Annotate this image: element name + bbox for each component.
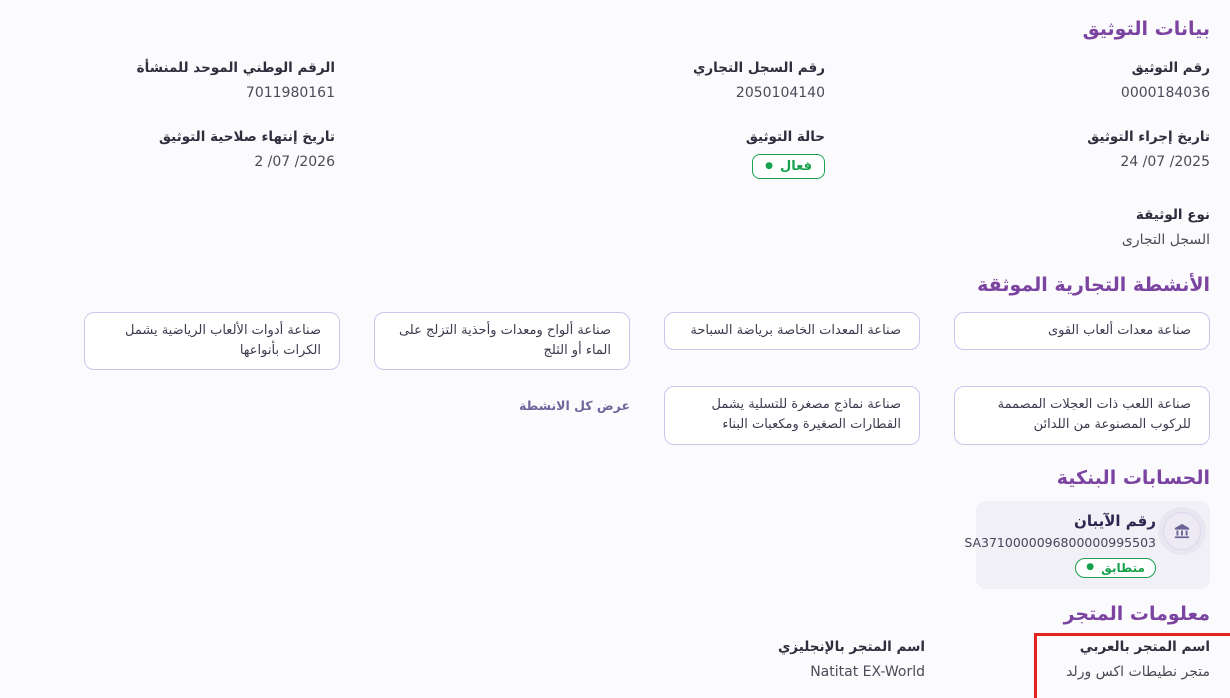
activities-section-title: الأنشطة التجارية الموثقة bbox=[977, 274, 1210, 296]
iban-details bbox=[964, 512, 1156, 578]
iban-label: رقم الآيبان bbox=[1074, 511, 1156, 530]
view-all-activities-link[interactable]: عرض كل الانشطة bbox=[518, 398, 630, 414]
activity-chip: صناعة المعدات الخاصة برياضة السباحة bbox=[664, 312, 920, 350]
iban-card bbox=[964, 501, 1210, 589]
store-fields-grid bbox=[0, 639, 1230, 680]
field-value: 2 /07 /2026 bbox=[254, 154, 335, 170]
field-label: نوع الوثيقة bbox=[1135, 207, 1210, 223]
activity-chip: صناعة اللعب ذات العجلات المصممة للركوب المصنوعة من اللدائن bbox=[954, 386, 1210, 444]
status-badge-active: فعال ● bbox=[752, 154, 825, 179]
field-unified-national-number bbox=[20, 60, 335, 101]
bank-icon bbox=[1173, 522, 1191, 540]
field-store-name-en bbox=[20, 639, 925, 680]
field-label: اسم المتجر بالعربي bbox=[1079, 638, 1210, 655]
field-value: 0000184036 bbox=[1120, 85, 1210, 101]
activity-chip: صناعة ألواح ومعدات وأحذية التزلج على الماء أو الثلج bbox=[374, 312, 630, 370]
field-label: تاريخ إجراء التوثيق bbox=[1087, 129, 1210, 145]
field-label: حالة التوثيق bbox=[745, 129, 825, 145]
field-value: Natitat EX-World bbox=[810, 663, 925, 680]
doc-section-title: بيانات التوثيق bbox=[1082, 18, 1210, 40]
field-value: متجر نطيطات اكس ورلد bbox=[1066, 663, 1210, 680]
field-value: 7011980161 bbox=[245, 85, 335, 101]
iban-value: SA3710000096800000995503 bbox=[964, 534, 1156, 550]
field-label: تاريخ إنتهاء صلاحية التوثيق bbox=[158, 129, 335, 145]
field-cr-number bbox=[335, 60, 825, 101]
bank-section-title: الحسابات البنكية bbox=[1056, 466, 1210, 489]
field-doc-status bbox=[335, 129, 825, 179]
activity-chip: صناعة أدوات الألعاب الرياضية يشمل الكرات بأنواعها bbox=[84, 312, 340, 370]
field-doc-date bbox=[825, 129, 1210, 179]
store-section-title: معلومات المتجر bbox=[1063, 602, 1210, 625]
doc-fields-grid bbox=[0, 60, 1230, 248]
field-value: 2050104140 bbox=[735, 85, 825, 101]
activities-chips bbox=[0, 312, 1230, 445]
activity-chip: صناعة معدات ألعاب القوى bbox=[954, 312, 1210, 350]
field-label: رقم التوثيق bbox=[1131, 60, 1210, 76]
field-value: السجل التجارى bbox=[1121, 232, 1210, 248]
field-label: الرقم الوطني الموحد للمنشأة bbox=[136, 60, 335, 76]
field-label: رقم السجل التجاري bbox=[693, 60, 825, 76]
iban-matched-badge: متطابق ● bbox=[1075, 558, 1156, 578]
bank-icon-circle bbox=[1163, 512, 1201, 550]
field-label: اسم المتجر بالإنجليزي bbox=[777, 638, 925, 655]
field-doc-number bbox=[825, 60, 1210, 101]
field-doc-expiry-date bbox=[20, 129, 335, 179]
activity-chip: صناعة نماذج مصغرة للتسلية يشمل القطارات الصغيرة ومكعبات البناء bbox=[664, 386, 920, 444]
field-doc-type bbox=[825, 207, 1210, 248]
field-value: 24 /07 /2025 bbox=[1120, 154, 1210, 170]
field-store-name-ar bbox=[925, 639, 1210, 680]
